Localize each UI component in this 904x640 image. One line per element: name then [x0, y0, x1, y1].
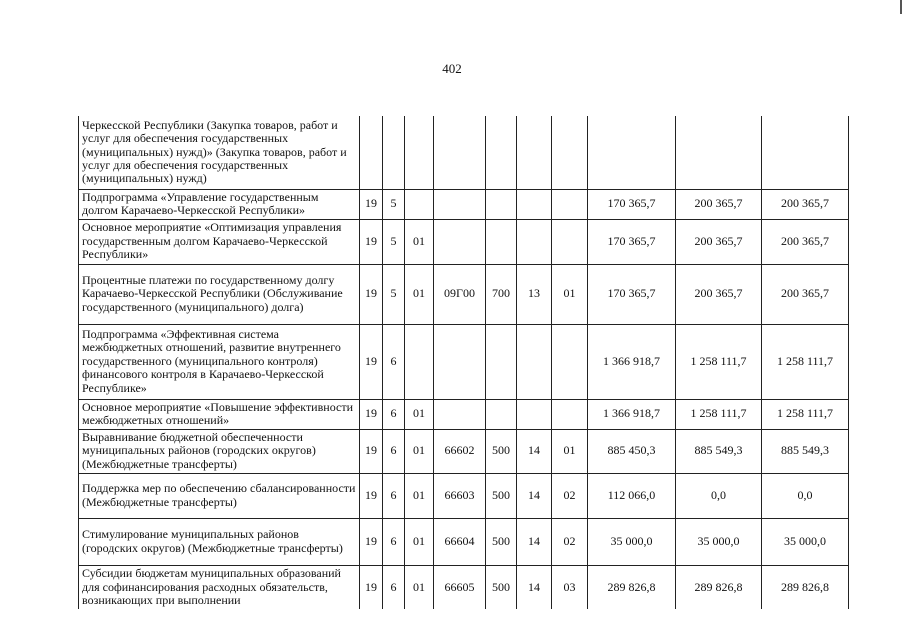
code-cell: [517, 116, 552, 189]
amount-cell: 1 366 918,7: [588, 324, 676, 399]
code-cell: 14: [517, 565, 552, 609]
row-name: Процентные платежи по государственному долгу Карачаево-Черкесской Республики (Обслуживание государственного (муниципального) долга): [79, 264, 360, 324]
code-cell: 01: [552, 429, 588, 473]
row-name: Подпрограмма «Эффективная система межбюджетных отношений, развитие внутреннего государственного (муниципального контроля) финансового контроля в Карачаево-Черкесской Республике»: [79, 324, 360, 399]
code-cell: 6: [383, 399, 405, 429]
code-cell: 01: [405, 518, 434, 565]
code-cell: 66602: [434, 429, 486, 473]
code-cell: [405, 116, 434, 189]
budget-table: [78, 116, 849, 609]
code-cell: 19: [360, 324, 383, 399]
amount-cell: 200 365,7: [762, 219, 849, 264]
code-cell: 01: [405, 429, 434, 473]
table-row: [79, 565, 849, 609]
amount-cell: [762, 116, 849, 189]
code-cell: [360, 116, 383, 189]
row-name: Выравнивание бюджетной обеспеченности муниципальных районов (городских округов) (Межбюджетные трансферты): [79, 429, 360, 473]
amount-cell: 289 826,8: [762, 565, 849, 609]
amount-cell: 1 258 111,7: [762, 324, 849, 399]
amount-cell: 289 826,8: [676, 565, 762, 609]
code-cell: 02: [552, 473, 588, 518]
code-cell: [517, 219, 552, 264]
row-name: Подпрограмма «Управление государственным долгом Карачаево-Черкесской Республики»: [79, 189, 360, 219]
code-cell: [383, 116, 405, 189]
row-name: Основное мероприятие «Повышение эффективности межбюджетных отношений»: [79, 399, 360, 429]
code-cell: [552, 116, 588, 189]
code-cell: 19: [360, 189, 383, 219]
amount-cell: 1 258 111,7: [676, 324, 762, 399]
code-cell: [405, 324, 434, 399]
table-row: [79, 264, 849, 324]
amount-cell: [676, 116, 762, 189]
code-cell: 13: [517, 264, 552, 324]
code-cell: 6: [383, 473, 405, 518]
code-cell: [486, 219, 517, 264]
amount-cell: [588, 116, 676, 189]
code-cell: 01: [552, 264, 588, 324]
table-row: [79, 116, 849, 189]
code-cell: [517, 324, 552, 399]
code-cell: [552, 219, 588, 264]
code-cell: 5: [383, 264, 405, 324]
table-row: [79, 429, 849, 473]
code-cell: 19: [360, 399, 383, 429]
amount-cell: 112 066,0: [588, 473, 676, 518]
amount-cell: 1 258 111,7: [762, 399, 849, 429]
code-cell: 5: [383, 189, 405, 219]
table-row: [79, 399, 849, 429]
code-cell: [552, 189, 588, 219]
code-cell: 01: [405, 219, 434, 264]
code-cell: 19: [360, 518, 383, 565]
code-cell: 14: [517, 429, 552, 473]
amount-cell: 0,0: [762, 473, 849, 518]
scan-edge-mark: [900, 0, 902, 14]
table-row: [79, 518, 849, 565]
amount-cell: 200 365,7: [676, 219, 762, 264]
amount-cell: 170 365,7: [588, 219, 676, 264]
table-row: [79, 473, 849, 518]
code-cell: 19: [360, 429, 383, 473]
code-cell: 03: [552, 565, 588, 609]
amount-cell: 200 365,7: [762, 264, 849, 324]
code-cell: 01: [405, 473, 434, 518]
amount-cell: 170 365,7: [588, 189, 676, 219]
code-cell: 14: [517, 473, 552, 518]
code-cell: 6: [383, 518, 405, 565]
code-cell: [517, 189, 552, 219]
amount-cell: 200 365,7: [676, 264, 762, 324]
amount-cell: 885 450,3: [588, 429, 676, 473]
amount-cell: 35 000,0: [588, 518, 676, 565]
code-cell: 6: [383, 565, 405, 609]
code-cell: [434, 116, 486, 189]
code-cell: 01: [405, 399, 434, 429]
code-cell: [486, 189, 517, 219]
amount-cell: 200 365,7: [762, 189, 849, 219]
code-cell: 66605: [434, 565, 486, 609]
code-cell: [405, 189, 434, 219]
code-cell: [517, 399, 552, 429]
amount-cell: 170 365,7: [588, 264, 676, 324]
amount-cell: 35 000,0: [762, 518, 849, 565]
code-cell: 02: [552, 518, 588, 565]
code-cell: [486, 324, 517, 399]
row-name: Стимулирование муниципальных районов (городских округов) (Межбюджетные трансферты): [79, 518, 360, 565]
code-cell: 19: [360, 264, 383, 324]
code-cell: 01: [405, 264, 434, 324]
code-cell: 500: [486, 518, 517, 565]
table-row: [79, 189, 849, 219]
code-cell: 66604: [434, 518, 486, 565]
code-cell: [486, 399, 517, 429]
code-cell: 09Г00: [434, 264, 486, 324]
code-cell: 500: [486, 473, 517, 518]
code-cell: 6: [383, 429, 405, 473]
code-cell: 6: [383, 324, 405, 399]
row-name: Поддержка мер по обеспечению сбалансированности (Межбюджетные трансферты): [79, 473, 360, 518]
row-name: Субсидии бюджетам муниципальных образований для софинансирования расходных обязательств, возникающих при выполнении: [79, 565, 360, 609]
code-cell: [434, 219, 486, 264]
amount-cell: 1 366 918,7: [588, 399, 676, 429]
amount-cell: 885 549,3: [676, 429, 762, 473]
code-cell: [486, 116, 517, 189]
code-cell: [434, 399, 486, 429]
row-name: Черкесской Республики (Закупка товаров, работ и услуг для обеспечения государственных (муниципальных) нужд)» (Закупка товаров, работ и услуг для обеспечения государственных (муниципальных) нужд): [79, 116, 360, 189]
code-cell: [434, 189, 486, 219]
code-cell: 66603: [434, 473, 486, 518]
code-cell: [552, 399, 588, 429]
row-name: Основное мероприятие «Оптимизация управления государственным долгом Карачаево-Черкесской Республики»: [79, 219, 360, 264]
code-cell: 5: [383, 219, 405, 264]
code-cell: 19: [360, 219, 383, 264]
code-cell: 500: [486, 565, 517, 609]
table-row: [79, 219, 849, 264]
amount-cell: 0,0: [676, 473, 762, 518]
code-cell: [434, 324, 486, 399]
amount-cell: 200 365,7: [676, 189, 762, 219]
code-cell: [552, 324, 588, 399]
code-cell: 500: [486, 429, 517, 473]
code-cell: 19: [360, 565, 383, 609]
code-cell: 14: [517, 518, 552, 565]
code-cell: 19: [360, 473, 383, 518]
code-cell: 700: [486, 264, 517, 324]
amount-cell: 289 826,8: [588, 565, 676, 609]
page-number: 402: [442, 61, 462, 76]
amount-cell: 35 000,0: [676, 518, 762, 565]
amount-cell: 885 549,3: [762, 429, 849, 473]
table-row: [79, 324, 849, 399]
amount-cell: 1 258 111,7: [676, 399, 762, 429]
code-cell: 01: [405, 565, 434, 609]
